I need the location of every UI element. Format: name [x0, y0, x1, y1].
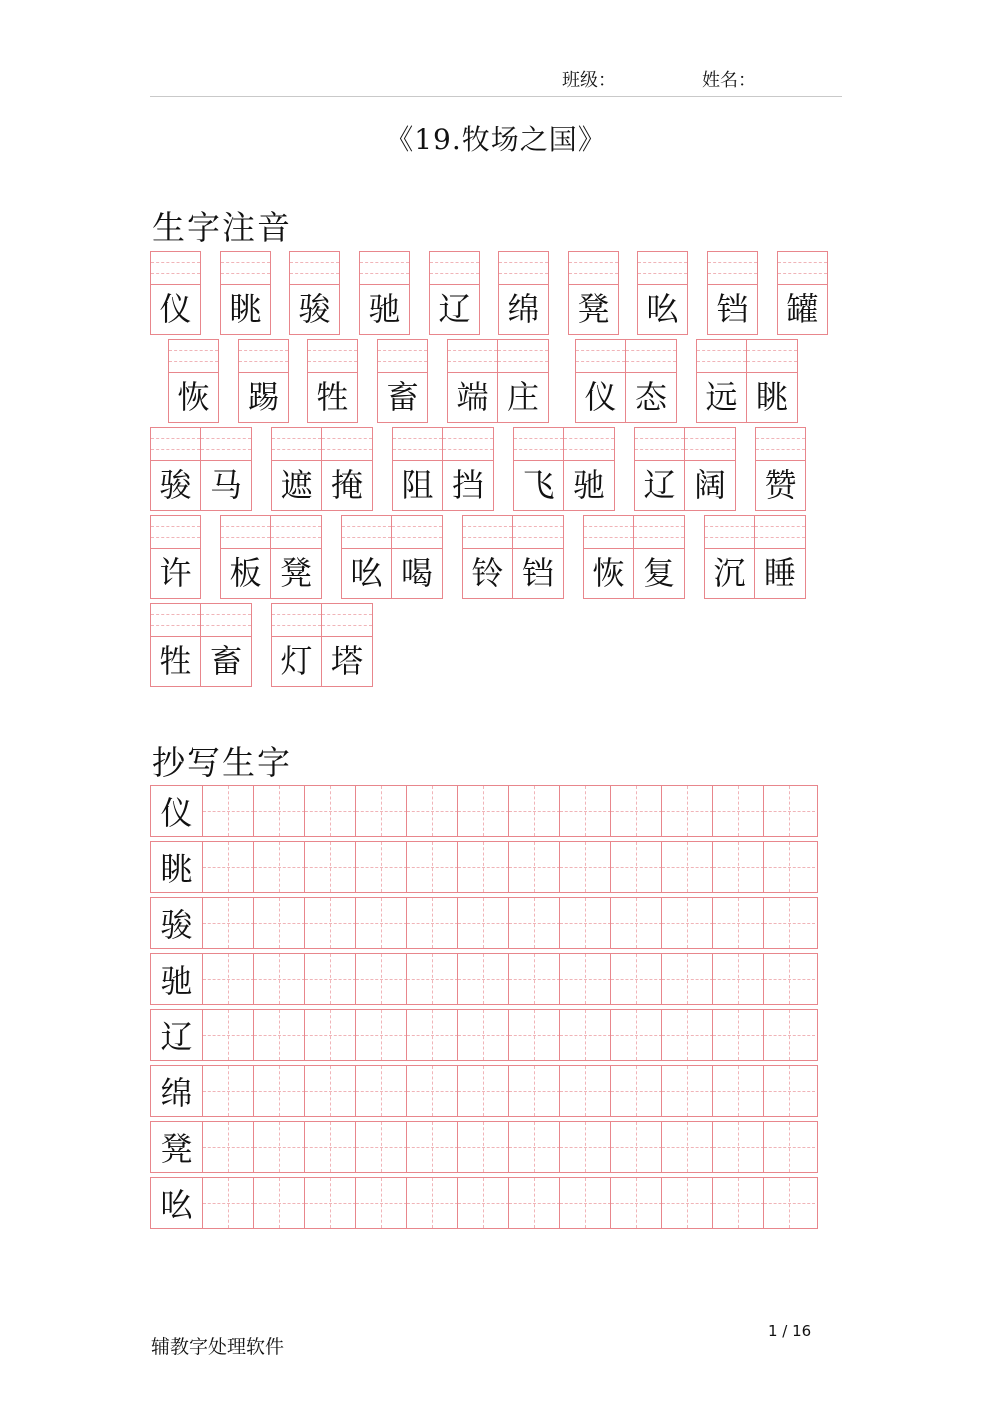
pinyin-cell [498, 251, 549, 335]
pinyin-cell [220, 251, 271, 335]
pinyin-box [705, 516, 754, 549]
pinyin-box [151, 604, 200, 637]
practice-box[interactable] [202, 1122, 254, 1172]
hanzi-char: 态 [634, 378, 667, 416]
practice-box[interactable] [661, 898, 713, 948]
pinyin-box [151, 252, 200, 285]
copy-model-char: 凳 [160, 1130, 193, 1168]
pinyin-box [756, 428, 805, 461]
hanzi-char: 赞 [764, 466, 797, 504]
pinyin-box [221, 252, 270, 285]
copy-row [150, 1009, 818, 1061]
practice-box[interactable] [610, 842, 662, 892]
pinyin-box [272, 604, 321, 637]
pinyin-box [747, 340, 797, 373]
hanzi-char: 端 [456, 378, 489, 416]
pinyin-box [708, 252, 757, 285]
pinyin-cell [201, 603, 252, 687]
pinyin-box [221, 516, 270, 549]
pinyin-box [169, 340, 218, 373]
pinyin-box [392, 516, 442, 549]
section-heading-copy: 抄写生字 [152, 743, 292, 782]
pinyin-cell [271, 515, 322, 599]
practice-box[interactable] [253, 1122, 305, 1172]
practice-box[interactable] [202, 1178, 254, 1228]
copy-model-char: 辽 [160, 1018, 193, 1056]
practice-box[interactable] [661, 1178, 713, 1228]
practice-box[interactable] [304, 1178, 356, 1228]
practice-box[interactable] [355, 842, 407, 892]
hanzi-char: 沉 [713, 554, 746, 592]
copy-row [150, 785, 818, 837]
practice-box[interactable] [457, 954, 509, 1004]
pinyin-cell [150, 515, 201, 599]
pinyin-box [638, 252, 687, 285]
practice-box[interactable] [355, 1010, 407, 1060]
copy-row [150, 1177, 818, 1229]
practice-box[interactable] [406, 1066, 458, 1116]
pinyin-box [685, 428, 735, 461]
pinyin-cell [150, 603, 201, 687]
hanzi-char: 复 [642, 554, 675, 592]
hanzi-char: 仪 [159, 290, 192, 328]
practice-box[interactable] [406, 898, 458, 948]
pinyin-box [635, 428, 684, 461]
practice-box[interactable] [763, 1178, 815, 1228]
hanzi-char: 塔 [330, 642, 363, 680]
pinyin-box [755, 516, 805, 549]
pinyin-cell [150, 251, 201, 335]
pinyin-cell [568, 251, 619, 335]
page-number: 1 / 16 [768, 1322, 812, 1340]
pinyin-cell [271, 603, 322, 687]
copy-model-char: 吆 [160, 1186, 193, 1224]
practice-box[interactable] [253, 842, 305, 892]
hanzi-char: 骏 [159, 466, 192, 504]
practice-box[interactable] [253, 1178, 305, 1228]
pinyin-cell [289, 251, 340, 335]
pinyin-box [308, 340, 357, 373]
hanzi-char: 恢 [592, 554, 625, 592]
practice-box[interactable] [712, 1178, 764, 1228]
practice-box[interactable] [508, 954, 560, 1004]
pinyin-box [393, 428, 442, 461]
practice-box[interactable] [457, 898, 509, 948]
pinyin-box [569, 252, 618, 285]
practice-box[interactable] [304, 954, 356, 1004]
pinyin-cell [755, 427, 806, 511]
pinyin-cell [777, 251, 828, 335]
practice-box[interactable] [406, 1010, 458, 1060]
pinyin-cell [513, 515, 564, 599]
practice-box[interactable] [661, 1010, 713, 1060]
pinyin-cell [150, 427, 201, 511]
copy-row [150, 1121, 818, 1173]
hanzi-char: 睡 [763, 554, 796, 592]
pinyin-cell [747, 339, 798, 423]
practice-box[interactable] [355, 1178, 407, 1228]
hanzi-char: 辽 [438, 290, 471, 328]
hanzi-char: 牲 [316, 378, 349, 416]
pinyin-cell [359, 251, 410, 335]
pinyin-box [201, 428, 251, 461]
practice-box[interactable] [559, 1122, 611, 1172]
hanzi-char: 畜 [386, 378, 419, 416]
hanzi-char: 吆 [350, 554, 383, 592]
practice-box[interactable] [559, 898, 611, 948]
pinyin-box [151, 516, 200, 549]
hanzi-char: 喝 [400, 554, 433, 592]
practice-box[interactable] [610, 1010, 662, 1060]
practice-box[interactable] [457, 1010, 509, 1060]
pinyin-cell [168, 339, 219, 423]
practice-box[interactable] [457, 1122, 509, 1172]
practice-box[interactable] [457, 842, 509, 892]
practice-box[interactable] [253, 786, 305, 836]
hanzi-char: 罐 [786, 290, 819, 328]
practice-box[interactable] [355, 786, 407, 836]
practice-box[interactable] [406, 954, 458, 1004]
practice-box[interactable] [406, 1178, 458, 1228]
pinyin-box [499, 252, 548, 285]
pinyin-cell [392, 515, 443, 599]
practice-box[interactable] [712, 898, 764, 948]
practice-box[interactable] [661, 1122, 713, 1172]
practice-box[interactable] [202, 786, 254, 836]
practice-box[interactable] [763, 1122, 815, 1172]
practice-box[interactable] [253, 954, 305, 1004]
practice-box[interactable] [304, 786, 356, 836]
hanzi-char: 远 [705, 378, 738, 416]
practice-box[interactable] [202, 1066, 254, 1116]
practice-box[interactable] [508, 1178, 560, 1228]
practice-box[interactable] [355, 898, 407, 948]
pinyin-box [378, 340, 427, 373]
hanzi-char: 眺 [755, 378, 788, 416]
pinyin-cell [377, 339, 428, 423]
pinyin-cell [220, 515, 271, 599]
pinyin-cell [341, 515, 392, 599]
practice-box[interactable] [763, 842, 815, 892]
copy-model-char: 绵 [160, 1074, 193, 1112]
copy-model-char: 眺 [160, 850, 193, 888]
practice-box[interactable] [202, 898, 254, 948]
pinyin-box [626, 340, 676, 373]
pinyin-cell [307, 339, 358, 423]
practice-box[interactable] [763, 1066, 815, 1116]
pinyin-box [271, 516, 321, 549]
practice-box[interactable] [712, 1122, 764, 1172]
pinyin-cell [429, 251, 480, 335]
copy-row [150, 1065, 818, 1117]
pinyin-box [448, 340, 497, 373]
pinyin-cell [443, 427, 494, 511]
practice-box[interactable] [610, 954, 662, 1004]
practice-box[interactable] [610, 786, 662, 836]
pinyin-cell [634, 515, 685, 599]
practice-box[interactable] [559, 1010, 611, 1060]
practice-box[interactable] [559, 1066, 611, 1116]
practice-box[interactable] [304, 1066, 356, 1116]
hanzi-char: 掩 [330, 466, 363, 504]
hanzi-char: 铛 [716, 290, 749, 328]
pinyin-box [634, 516, 684, 549]
practice-box[interactable] [763, 1010, 815, 1060]
pinyin-cell [575, 339, 626, 423]
hanzi-char: 庄 [506, 378, 539, 416]
hanzi-char: 骏 [298, 290, 331, 328]
pinyin-cell [513, 427, 564, 511]
hanzi-char: 眺 [229, 290, 262, 328]
pinyin-box [697, 340, 746, 373]
practice-box[interactable] [610, 1066, 662, 1116]
practice-box[interactable] [253, 898, 305, 948]
hanzi-char: 板 [229, 554, 262, 592]
pinyin-box [778, 252, 827, 285]
hanzi-char: 仪 [584, 378, 617, 416]
hanzi-char: 辽 [643, 466, 676, 504]
practice-box[interactable] [763, 786, 815, 836]
practice-box[interactable] [763, 954, 815, 1004]
hanzi-char: 遮 [280, 466, 313, 504]
pinyin-cell [498, 339, 549, 423]
pinyin-cell [704, 515, 755, 599]
practice-box[interactable] [763, 898, 815, 948]
pinyin-box [322, 428, 372, 461]
hanzi-char: 踢 [247, 378, 280, 416]
section-heading-pinyin: 生字注音 [152, 208, 292, 247]
practice-box[interactable] [508, 1066, 560, 1116]
hanzi-char: 阻 [401, 466, 434, 504]
pinyin-cell [447, 339, 498, 423]
pinyin-cell [322, 603, 373, 687]
pinyin-box [513, 516, 563, 549]
hanzi-char: 恢 [177, 378, 210, 416]
practice-box[interactable] [202, 954, 254, 1004]
pinyin-cell [392, 427, 443, 511]
practice-box[interactable] [661, 954, 713, 1004]
pinyin-box [239, 340, 288, 373]
practice-box[interactable] [661, 1066, 713, 1116]
hanzi-char: 驰 [572, 466, 605, 504]
practice-box[interactable] [355, 1122, 407, 1172]
hanzi-char: 铃 [471, 554, 504, 592]
hanzi-char: 驰 [368, 290, 401, 328]
pinyin-box [463, 516, 512, 549]
pinyin-cell [201, 427, 252, 511]
pinyin-box [564, 428, 614, 461]
pinyin-box [443, 428, 493, 461]
hanzi-char: 牲 [159, 642, 192, 680]
practice-box[interactable] [304, 898, 356, 948]
header-divider [150, 96, 842, 97]
practice-box[interactable] [457, 1066, 509, 1116]
hanzi-char: 铛 [521, 554, 554, 592]
practice-box[interactable] [661, 842, 713, 892]
practice-box[interactable] [355, 1066, 407, 1116]
practice-box[interactable] [202, 842, 254, 892]
practice-box[interactable] [712, 1066, 764, 1116]
practice-box[interactable] [508, 898, 560, 948]
practice-box[interactable] [661, 786, 713, 836]
pinyin-cell [626, 339, 677, 423]
practice-box[interactable] [508, 1010, 560, 1060]
pinyin-cell [634, 427, 685, 511]
copy-row [150, 897, 818, 949]
class-label: 班级： [562, 70, 616, 91]
copy-model-char: 驰 [160, 962, 193, 1000]
pinyin-cell [564, 427, 615, 511]
practice-box[interactable] [406, 786, 458, 836]
practice-box[interactable] [508, 786, 560, 836]
practice-box[interactable] [304, 842, 356, 892]
pinyin-cell [637, 251, 688, 335]
hanzi-char: 吆 [646, 290, 679, 328]
practice-box[interactable] [406, 1122, 458, 1172]
pinyin-cell [271, 427, 322, 511]
pinyin-box [584, 516, 633, 549]
pinyin-cell [685, 427, 736, 511]
pinyin-cell [462, 515, 513, 599]
pinyin-cell [238, 339, 289, 423]
practice-box[interactable] [712, 786, 764, 836]
practice-box[interactable] [559, 954, 611, 1004]
pinyin-box [360, 252, 409, 285]
practice-box[interactable] [610, 1122, 662, 1172]
practice-box[interactable] [508, 1122, 560, 1172]
practice-box[interactable] [304, 1010, 356, 1060]
hanzi-char: 凳 [577, 290, 610, 328]
practice-box[interactable] [508, 842, 560, 892]
practice-box[interactable] [610, 1178, 662, 1228]
practice-box[interactable] [406, 842, 458, 892]
pinyin-box [290, 252, 339, 285]
pinyin-box [342, 516, 391, 549]
practice-box[interactable] [253, 1010, 305, 1060]
hanzi-char: 马 [209, 466, 242, 504]
hanzi-char: 凳 [279, 554, 312, 592]
page-title: 《19.牧场之国》 [385, 123, 607, 156]
practice-box[interactable] [457, 1178, 509, 1228]
footer-software: 辅教字处理软件 [151, 1336, 285, 1358]
copy-row [150, 841, 818, 893]
pinyin-cell [755, 515, 806, 599]
practice-box[interactable] [304, 1122, 356, 1172]
copy-model-char: 骏 [160, 906, 193, 944]
hanzi-char: 飞 [522, 466, 555, 504]
copy-model-char: 仪 [160, 794, 193, 832]
practice-box[interactable] [712, 842, 764, 892]
pinyin-cell [707, 251, 758, 335]
practice-box[interactable] [712, 1010, 764, 1060]
practice-box[interactable] [355, 954, 407, 1004]
hanzi-char: 挡 [451, 466, 484, 504]
practice-box[interactable] [610, 898, 662, 948]
pinyin-cell [696, 339, 747, 423]
hanzi-char: 绵 [507, 290, 540, 328]
hanzi-char: 灯 [280, 642, 313, 680]
practice-box[interactable] [559, 842, 611, 892]
pinyin-cell [322, 427, 373, 511]
practice-box[interactable] [253, 1066, 305, 1116]
practice-box[interactable] [712, 954, 764, 1004]
practice-box[interactable] [202, 1010, 254, 1060]
practice-box[interactable] [559, 1178, 611, 1228]
header [562, 66, 842, 90]
pinyin-box [201, 604, 251, 637]
practice-box[interactable] [457, 786, 509, 836]
hanzi-char: 许 [159, 554, 192, 592]
pinyin-box [498, 340, 548, 373]
name-label: 姓名： [702, 70, 756, 91]
pinyin-box [514, 428, 563, 461]
pinyin-cell [583, 515, 634, 599]
pinyin-box [430, 252, 479, 285]
pinyin-box [322, 604, 372, 637]
hanzi-char: 畜 [209, 642, 242, 680]
copy-row [150, 953, 818, 1005]
pinyin-box [151, 428, 200, 461]
hanzi-char: 阔 [693, 466, 726, 504]
pinyin-box [272, 428, 321, 461]
practice-box[interactable] [559, 786, 611, 836]
pinyin-box [576, 340, 625, 373]
